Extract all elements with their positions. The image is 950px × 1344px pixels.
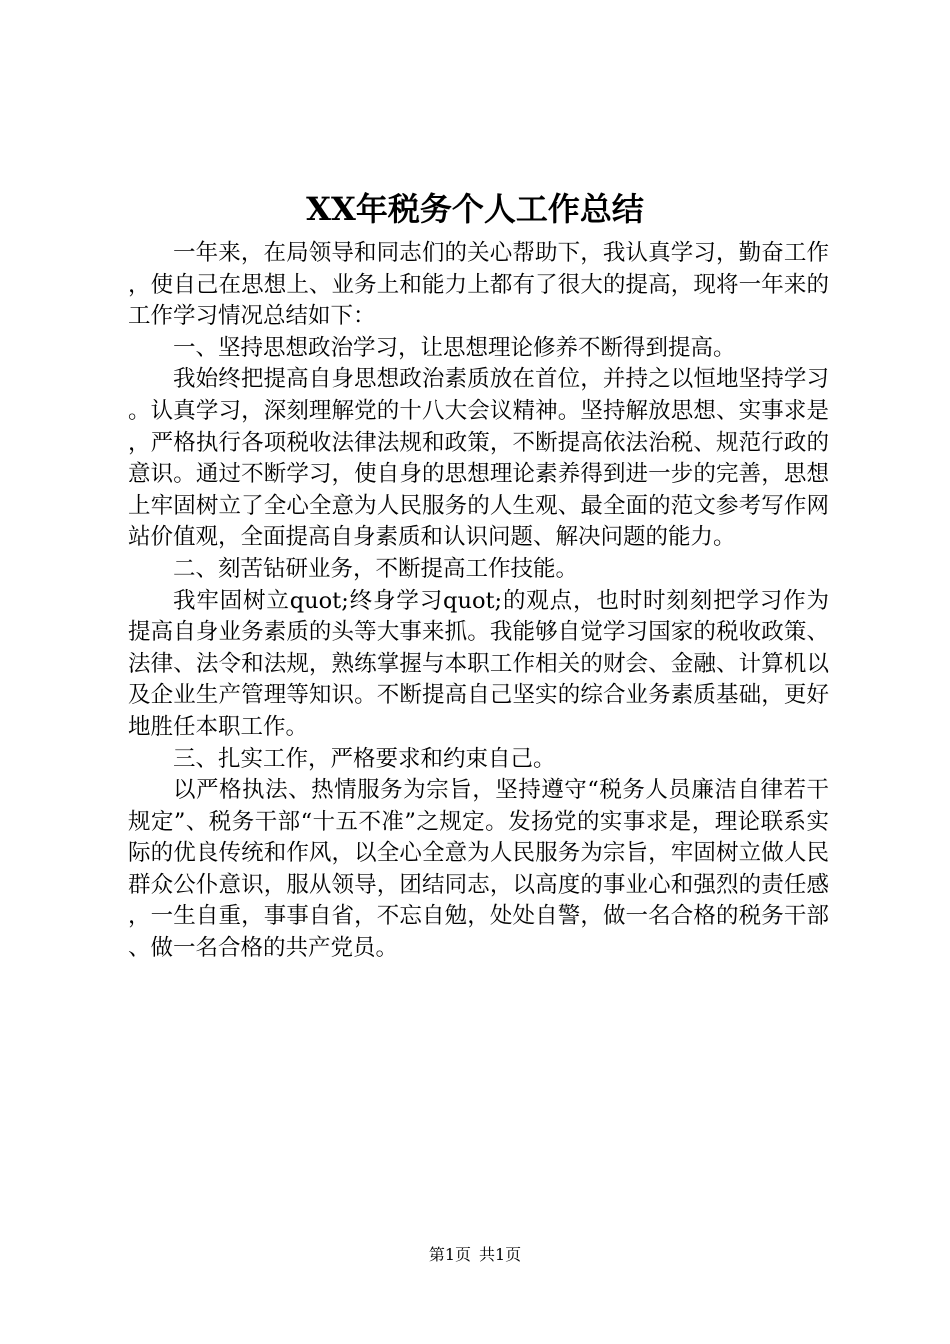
section-heading-1: 一、坚持思想政治学习，让思想理论修养不断得到提高。 [173, 334, 736, 361]
paragraph-section-3: 以严格执法、热情服务为宗旨，坚持遵守“税务人员廉洁自律若干规定”、税务干部“十五不准”之规定。发扬党的实事求是，理论联系实际的优良传统和作风，以全心全意为人民服务为宗旨，牢固树立做人民群众公仆意识，服从领导，团结同志，以高度的事业心和强烈的责任感，一生自重，事事自省，不忘自勉，处处自警，做一名合格的税务干部、做一名合格的共产党员。 [128, 777, 829, 962]
page-number-current: 第1页 [428, 1245, 471, 1264]
page-number-total: 共1页 [479, 1245, 522, 1264]
section-heading-3: 三、扎实工作，严格要求和约束自己。 [173, 745, 556, 772]
page-footer [0, 1244, 950, 1266]
document-title: XX年税务个人工作总结 [306, 190, 644, 228]
paragraph-section-1: 我始终把提高自身思想政治素质放在首位，并持之以恒地坚持学习。认真学习，深刻理解党的十八大会议精神。坚持解放思想、实事求是，严格执行各项税收法律法规和政策，不断提高依法治税、规范行政的意识。通过不断学习，使自身的思想理论素养得到进一步的完善，思想上牢固树立了全心全意为人民服务的人生观、最全面的范文参考写作网站价值观，全面提高自身素质和认识问题、解决问题的能力。 [128, 366, 829, 551]
paragraph-section-2: 我牢固树立quot;终身学习quot;的观点，也时时刻刻把学习作为提高自身业务素质的头等大事来抓。我能够自觉学习国家的税收政策、法律、法令和法规，熟练掌握与本职工作相关的财会、金融、计算机以及企业生产管理等知识。不断提高自己坚实的综合业务素质基础，更好地胜任本职工作。 [128, 587, 829, 740]
document-body [128, 238, 829, 965]
section-heading-2: 二、刻苦钻研业务，不断提高工作技能。 [173, 555, 579, 582]
paragraph-intro: 一年来，在局领导和同志们的关心帮助下，我认真学习，勤奋工作，使自己在思想上、业务上和能力上都有了很大的提高，现将一年来的工作学习情况总结如下： [128, 240, 829, 330]
